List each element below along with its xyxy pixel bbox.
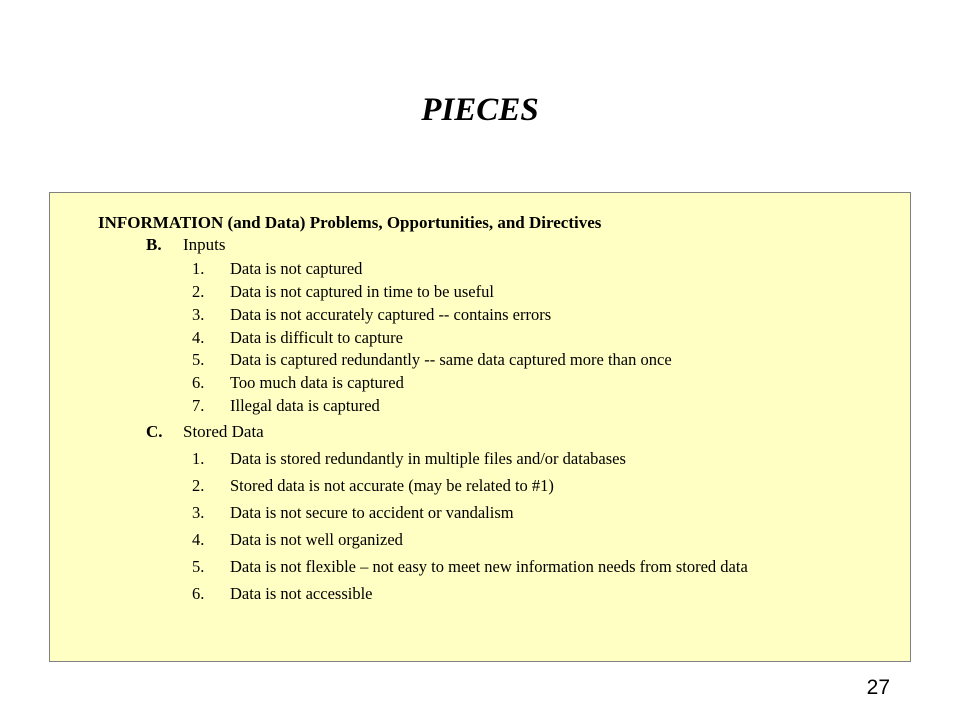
slide-title: PIECES [421,92,539,128]
item-number: 6. [192,584,205,603]
item-number: 1. [192,449,205,468]
item-number: 4. [192,530,205,549]
list-item [192,503,514,523]
section-letter: C. [146,422,163,441]
item-text: Data is not captured in time to be useful [230,282,494,301]
item-text: Data is not well organized [230,530,403,549]
list-item [192,449,626,469]
box-heading: INFORMATION (and Data) Problems, Opportunities, and Directives [98,213,602,232]
section-stored-data-heading [146,422,264,442]
list-item [192,282,494,302]
list-item [192,350,672,370]
list-item [192,476,554,496]
item-text: Data is stored redundantly in multiple files and/or databases [230,449,626,468]
item-text: Data is not flexible – not easy to meet new information needs from stored data [230,557,748,576]
section-inputs-heading [146,235,226,255]
item-text: Data is captured redundantly -- same data captured more than once [230,350,672,369]
item-text: Illegal data is captured [230,396,380,415]
item-number: 3. [192,305,205,324]
list-item [192,328,403,348]
list-item [192,557,748,577]
list-item [192,396,380,416]
item-text: Too much data is captured [230,373,404,392]
item-number: 2. [192,282,205,301]
item-text: Data is difficult to capture [230,328,403,347]
list-item [192,584,373,604]
item-text: Data is not accessible [230,584,373,603]
page-number: 27 [866,676,890,699]
item-number: 4. [192,328,205,347]
list-item [192,259,362,279]
item-text: Data is not captured [230,259,363,278]
item-number: 1. [192,259,205,278]
item-text: Stored data is not accurate (may be related to #1) [230,476,554,495]
item-number: 5. [192,557,205,576]
item-text: Data is not accurately captured -- contains errors [230,305,552,324]
list-item [192,305,551,325]
item-number: 5. [192,350,205,369]
item-text: Data is not secure to accident or vandalism [230,503,514,522]
section-label: Inputs [183,235,226,254]
section-label: Stored Data [183,422,264,441]
list-item [192,373,404,393]
section-letter: B. [146,235,162,254]
item-number: 3. [192,503,205,522]
list-item [192,530,403,550]
item-number: 2. [192,476,205,495]
item-number: 6. [192,373,205,392]
content-box [49,192,911,662]
item-number: 7. [192,396,205,415]
